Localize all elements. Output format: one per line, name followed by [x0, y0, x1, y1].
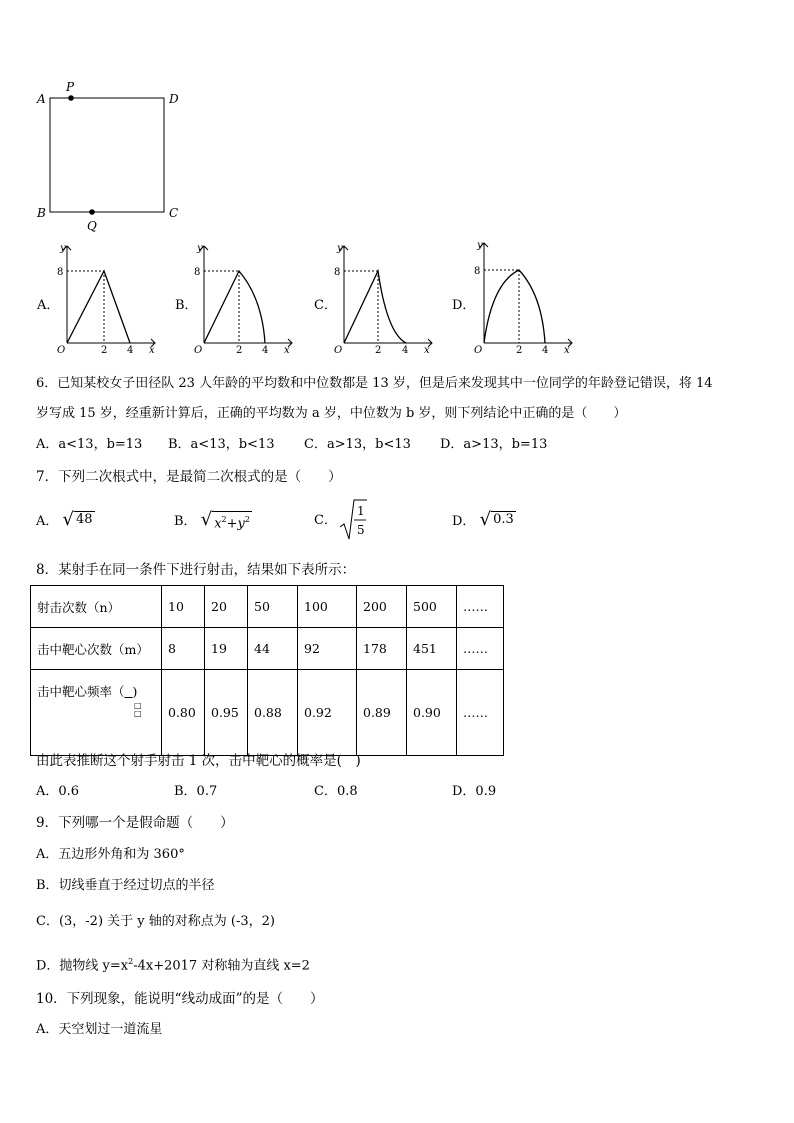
- point-q: [89, 209, 95, 215]
- row-header: 击中靶心频率（ ) □ □: [31, 670, 162, 756]
- q8-stem: 8．某射手在同一条件下进行射击，结果如下表所示：: [36, 562, 356, 578]
- label-p: P: [66, 80, 75, 94]
- q7-d-sqrt: √ 0.3: [479, 509, 514, 530]
- graph-label-b: B．: [175, 298, 198, 313]
- q9-option-b: B．切线垂直于经过切点的半径: [36, 878, 215, 893]
- graph-a: [55, 238, 175, 358]
- table-cell: 8: [162, 628, 205, 670]
- svg-text:O: O: [334, 345, 343, 356]
- q10-stem: 10．下列现象，能说明“线动成面”的是（ ）: [36, 991, 324, 1007]
- q10-option-a: A．天空划过一道流星: [36, 1022, 163, 1037]
- table-cell: 20: [205, 586, 248, 628]
- graph-label-c: C．: [314, 298, 337, 313]
- table-cell: 44: [248, 628, 298, 670]
- q7-option-a: A． √ 48: [36, 509, 93, 530]
- q7-option-d: D． √ 0.3: [452, 509, 514, 530]
- q7-b-sqrt: √ $x^2+y^2$: [200, 509, 250, 532]
- q9-option-d: D．抛物线 $y=x^2-4x+2017$ 对称轴为直线 x=2: [36, 957, 310, 974]
- table-cell: 0.95: [205, 670, 248, 756]
- q8-option-d: D．0.9: [452, 784, 497, 799]
- curve-b: [204, 271, 265, 343]
- svg-text:O: O: [194, 345, 203, 356]
- q9-option-c: C．(3，-2) 关于 y 轴的对称点为 (-3，2): [36, 914, 275, 929]
- svg-text:2: 2: [516, 345, 523, 356]
- table-cell: 19: [205, 628, 248, 670]
- table-cell: 50: [248, 586, 298, 628]
- row-header: 击中靶心次数（m）: [31, 628, 162, 670]
- q9-option-a: A．五边形外角和为 360°: [36, 847, 185, 862]
- svg-text:8: 8: [334, 267, 341, 278]
- table-cell: 451: [407, 628, 457, 670]
- q6-option-b: B．a<13，b<13: [168, 437, 275, 452]
- table-cell: 200: [357, 586, 407, 628]
- q9-stem: 9．下列哪一个是假命题（ ）: [36, 815, 234, 831]
- svg-text:y: y: [60, 243, 66, 254]
- q7-option-c: C．: [314, 513, 337, 528]
- frac-placeholder: □ □: [134, 701, 142, 718]
- svg-text:x: x: [149, 345, 155, 356]
- table-cell: 0.80: [162, 670, 205, 756]
- table-row: [31, 628, 504, 670]
- q6-option-c: C．a>13，b<13: [304, 437, 411, 452]
- q6-option-a: A．a<13，b=13: [36, 437, 143, 452]
- q8-option-c: C．0.8: [314, 784, 358, 799]
- table-cell: 0.90: [407, 670, 457, 756]
- label-b: B: [37, 206, 46, 220]
- label-q: Q: [87, 219, 97, 233]
- q8-conclusion: 由此表推断这个射手射击 1 次，击中靶心的概率是( ): [36, 753, 361, 769]
- svg-text:4: 4: [127, 345, 134, 356]
- svg-text:x: x: [424, 345, 430, 356]
- curve-c: [344, 271, 406, 343]
- table-cell: 10: [162, 586, 205, 628]
- table-cell: 500: [407, 586, 457, 628]
- curve-a: [67, 271, 130, 343]
- table-cell: ……: [457, 628, 504, 670]
- shooting-table: [30, 585, 504, 756]
- q7-c-sqrt: [338, 497, 368, 543]
- q6-line1: 6．已知某校女子田径队 23 人年龄的平均数和中位数都是 13 岁，但是后来发现其中一位同学的年龄登记错误，将 14: [36, 376, 713, 391]
- svg-text:2: 2: [236, 345, 243, 356]
- table-cell: 178: [357, 628, 407, 670]
- svg-text:O: O: [57, 345, 66, 356]
- point-p: [68, 95, 74, 101]
- label-a: A: [37, 92, 46, 106]
- table-cell: 0.88: [248, 670, 298, 756]
- label-c: C: [169, 206, 179, 220]
- table-cell: 100: [298, 586, 357, 628]
- q7-a-sqrt: √ 48: [62, 509, 93, 530]
- svg-text:4: 4: [542, 345, 549, 356]
- svg-text:O: O: [474, 345, 483, 356]
- svg-text:y: y: [337, 243, 343, 254]
- svg-text:8: 8: [194, 267, 201, 278]
- svg-text:5: 5: [357, 523, 365, 537]
- graph-d: [472, 235, 592, 358]
- q8-option-b: B．0.7: [174, 784, 218, 799]
- square-abcd: [50, 98, 164, 212]
- svg-text:2: 2: [101, 345, 108, 356]
- table-cell: ……: [457, 586, 504, 628]
- table-row: [31, 586, 504, 628]
- row-header: 射击次数（n）: [31, 586, 162, 628]
- svg-text:1: 1: [357, 504, 365, 518]
- q7-stem: 7．下列二次根式中，是最简二次根式的是（ ）: [36, 469, 342, 485]
- q6-option-d: D．a>13，b=13: [440, 437, 548, 452]
- square-figure: [30, 78, 190, 233]
- svg-text:2: 2: [375, 345, 382, 356]
- curve-d: [484, 270, 545, 343]
- svg-text:y: y: [197, 243, 203, 254]
- svg-text:x: x: [284, 345, 290, 356]
- graph-label-a: A．: [37, 298, 60, 313]
- table-cell: 92: [298, 628, 357, 670]
- table-row: [31, 670, 504, 756]
- svg-text:4: 4: [262, 345, 269, 356]
- graph-b: [192, 238, 312, 358]
- graph-c: [332, 238, 452, 358]
- svg-text:8: 8: [474, 266, 481, 277]
- table-cell: ……: [457, 670, 504, 756]
- table-cell: 0.89: [357, 670, 407, 756]
- table-cell: 0.92: [298, 670, 357, 756]
- q8-option-a: A．0.6: [36, 784, 80, 799]
- label-d: D: [169, 92, 179, 106]
- svg-text:x: x: [564, 345, 570, 356]
- q7-option-b: B． √ $x^2+y^2$: [174, 509, 250, 532]
- graph-label-d: D．: [452, 298, 476, 313]
- svg-text:y: y: [477, 240, 483, 251]
- svg-text:4: 4: [402, 345, 409, 356]
- svg-text:8: 8: [57, 267, 64, 278]
- q6-line2: 岁写成 15 岁，经重新计算后，正确的平均数为 a 岁，中位数为 b 岁，则下列结论中正确的是（ ）: [36, 406, 627, 421]
